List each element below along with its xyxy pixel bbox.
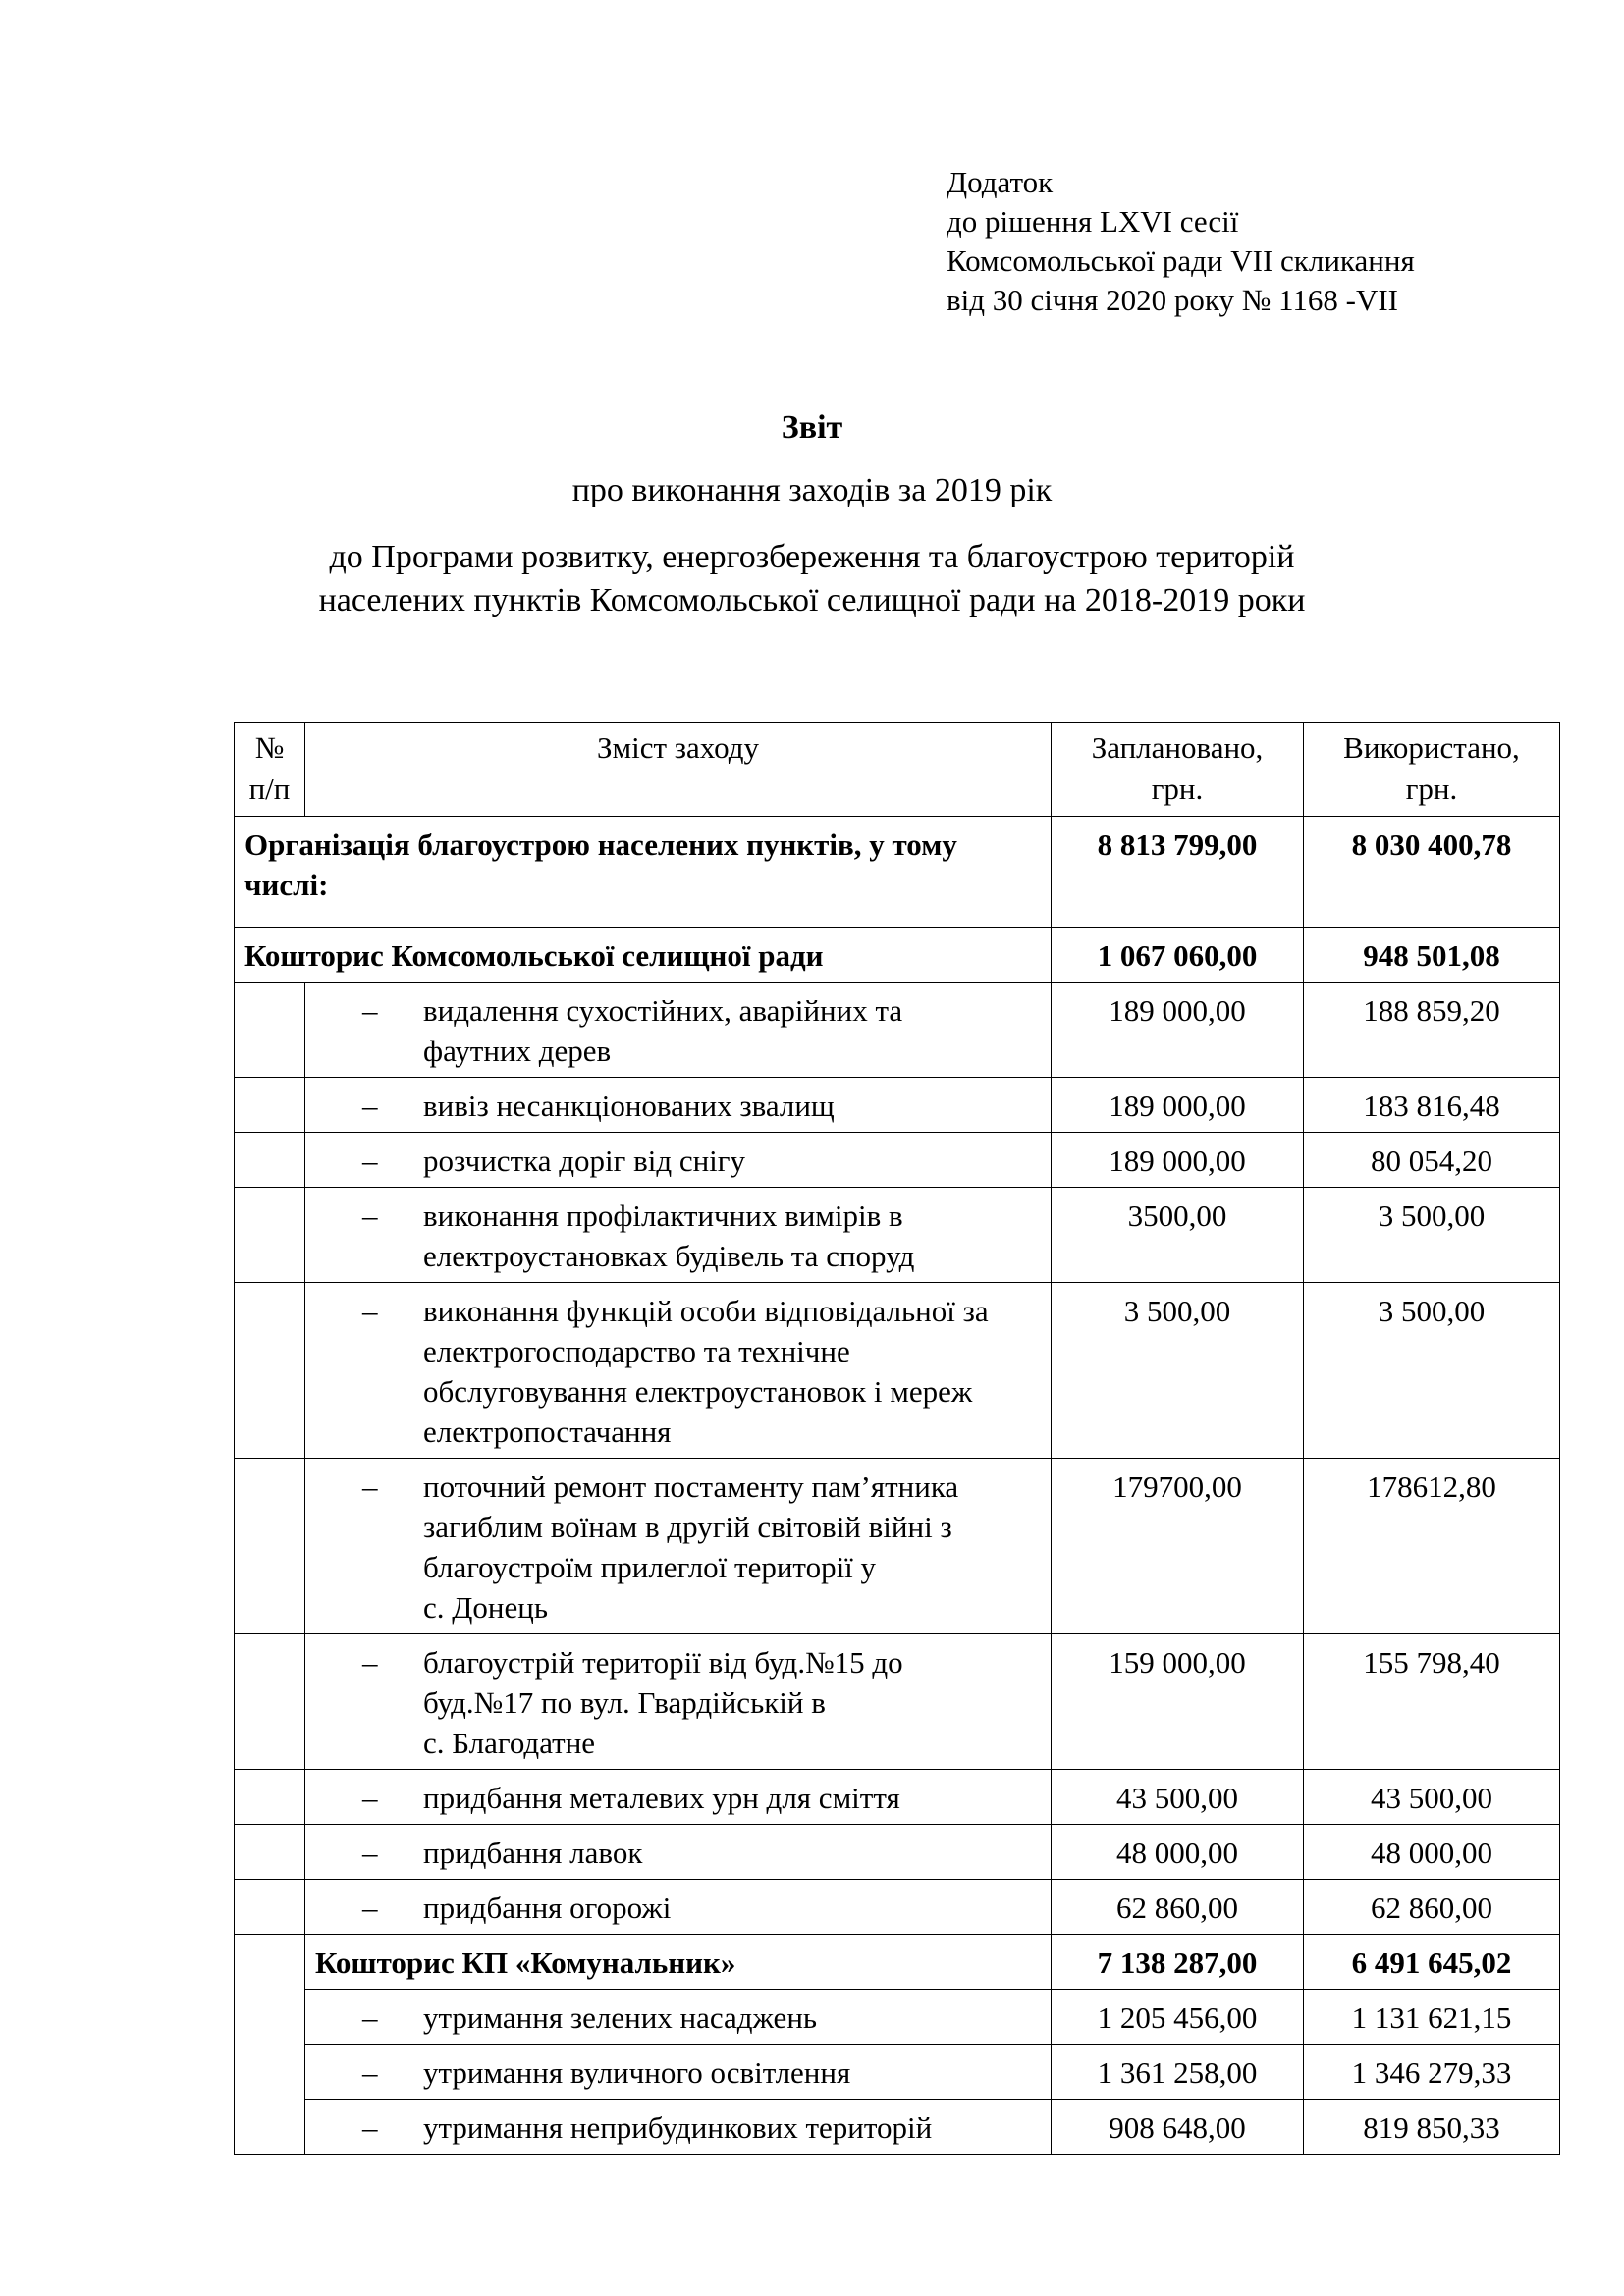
used-cell: 1 346 279,33 bbox=[1304, 2045, 1560, 2100]
table-row bbox=[235, 1825, 1560, 1880]
header-used-line: грн. bbox=[1405, 772, 1458, 806]
num-cell bbox=[235, 983, 305, 1078]
program-title-line: населених пунктів Комсомольської селищної ради на 2018-2019 роки bbox=[318, 582, 1306, 618]
num-cell bbox=[235, 1283, 305, 1459]
annex-line: Додаток bbox=[947, 165, 1054, 199]
used-cell: 155 798,40 bbox=[1304, 1634, 1560, 1770]
item-content bbox=[305, 1990, 1052, 2045]
table-row bbox=[235, 1188, 1560, 1283]
header-used-line: Використано, bbox=[1343, 730, 1520, 765]
planned-cell: 3 500,00 bbox=[1052, 1283, 1304, 1459]
item-content bbox=[305, 1770, 1052, 1825]
report-table bbox=[234, 722, 1560, 2155]
document-title bbox=[0, 404, 1624, 622]
table-row bbox=[235, 2045, 1560, 2100]
item-content bbox=[305, 1634, 1052, 1770]
council-label: Кошторис Комсомольської селищної ради bbox=[235, 928, 1052, 983]
used-cell: 3 500,00 bbox=[1304, 1283, 1560, 1459]
item-content bbox=[305, 2100, 1052, 2155]
dash-bullet: – bbox=[362, 1144, 378, 1178]
num-cell bbox=[235, 1078, 305, 1133]
program-title-line: до Програми розвитку, енергозбереження та благоустрою територій bbox=[329, 539, 1295, 575]
total-used: 8 030 400,78 bbox=[1304, 817, 1560, 928]
header-used bbox=[1304, 723, 1560, 817]
planned-cell: 179700,00 bbox=[1052, 1459, 1304, 1634]
report-heading: Звіт bbox=[781, 409, 843, 446]
dash-bullet: – bbox=[362, 2110, 378, 2145]
item-text-line: виконання функцій особи відповідальної за bbox=[423, 1294, 989, 1328]
num-cell bbox=[235, 1880, 305, 1935]
table-row bbox=[235, 1283, 1560, 1459]
used-cell: 188 859,20 bbox=[1304, 983, 1560, 1078]
dash-bullet: – bbox=[362, 1891, 378, 1925]
item-text-line: благоустрій території від буд.№15 до bbox=[423, 1645, 903, 1680]
kp-row bbox=[235, 1935, 1560, 1990]
planned-cell: 908 648,00 bbox=[1052, 2100, 1304, 2155]
planned-cell: 189 000,00 bbox=[1052, 1078, 1304, 1133]
used-cell: 43 500,00 bbox=[1304, 1770, 1560, 1825]
item-text-line: придбання огорожі bbox=[423, 1891, 672, 1925]
num-cell bbox=[235, 1825, 305, 1880]
dash-bullet: – bbox=[362, 2056, 378, 2090]
item-text-line: благоустроїм прилеглої території у bbox=[423, 1550, 877, 1584]
header-num-line: № bbox=[254, 730, 285, 765]
total-label bbox=[235, 817, 1052, 928]
item-content bbox=[305, 1188, 1052, 1283]
table-header-row bbox=[235, 723, 1560, 817]
dash-bullet: – bbox=[362, 993, 378, 1028]
item-text-line: видалення сухостійних, аварійних та bbox=[423, 993, 903, 1028]
item-text-line: придбання лавок bbox=[423, 1836, 643, 1870]
table-row bbox=[235, 1459, 1560, 1634]
dash-bullet: – bbox=[362, 2001, 378, 2035]
total-planned: 8 813 799,00 bbox=[1052, 817, 1304, 928]
item-content bbox=[305, 1078, 1052, 1133]
table-row bbox=[235, 1880, 1560, 1935]
item-content bbox=[305, 983, 1052, 1078]
used-cell: 80 054,20 bbox=[1304, 1133, 1560, 1188]
table-row bbox=[235, 1078, 1560, 1133]
council-used: 948 501,08 bbox=[1304, 928, 1560, 983]
used-cell: 178612,80 bbox=[1304, 1459, 1560, 1634]
num-cell bbox=[235, 1634, 305, 1770]
planned-cell: 3500,00 bbox=[1052, 1188, 1304, 1283]
item-text-line: обслуговування електроустановок і мереж bbox=[423, 1374, 973, 1409]
total-label-line: числі: bbox=[244, 868, 329, 902]
annex-block bbox=[947, 163, 1415, 320]
num-cell bbox=[235, 1459, 305, 1634]
total-label-line: Організація благоустрою населених пунктів, у тому bbox=[244, 828, 957, 862]
dash-bullet: – bbox=[362, 1836, 378, 1870]
program-title bbox=[0, 536, 1624, 622]
used-cell: 1 131 621,15 bbox=[1304, 1990, 1560, 2045]
planned-cell: 62 860,00 bbox=[1052, 1880, 1304, 1935]
planned-cell: 1 361 258,00 bbox=[1052, 2045, 1304, 2100]
item-text-line: виконання профілактичних вимірів в bbox=[423, 1199, 903, 1233]
used-cell: 183 816,48 bbox=[1304, 1078, 1560, 1133]
dash-bullet: – bbox=[362, 1199, 378, 1233]
item-text-line: розчистка доріг від снігу bbox=[423, 1144, 746, 1178]
header-planned bbox=[1052, 723, 1304, 817]
table-row bbox=[235, 1133, 1560, 1188]
table-row bbox=[235, 1770, 1560, 1825]
used-cell: 3 500,00 bbox=[1304, 1188, 1560, 1283]
item-text-line: загиблим воїнам в другій світовій війні з bbox=[423, 1510, 952, 1544]
item-text-line: с. Донець bbox=[423, 1590, 548, 1625]
item-text-line: с. Благодатне bbox=[423, 1726, 596, 1760]
item-content bbox=[305, 1825, 1052, 1880]
item-text-line: електрогосподарство та технічне bbox=[423, 1334, 850, 1368]
table-row bbox=[235, 1990, 1560, 2045]
item-text-line: утримання вуличного освітлення bbox=[423, 2056, 851, 2090]
dash-bullet: – bbox=[362, 1294, 378, 1328]
kp-used: 6 491 645,02 bbox=[1304, 1935, 1560, 1990]
header-planned-line: Заплановано, bbox=[1091, 730, 1264, 765]
planned-cell: 43 500,00 bbox=[1052, 1770, 1304, 1825]
planned-cell: 48 000,00 bbox=[1052, 1825, 1304, 1880]
planned-cell: 159 000,00 bbox=[1052, 1634, 1304, 1770]
item-text-line: електропостачання bbox=[423, 1415, 672, 1449]
table-row bbox=[235, 983, 1560, 1078]
num-cell bbox=[235, 1188, 305, 1283]
annex-line: від 30 січня 2020 року № 1168 -VII bbox=[947, 283, 1398, 317]
header-num-line: п/п bbox=[248, 772, 291, 806]
item-content bbox=[305, 1283, 1052, 1459]
annex-line: до рішення LXVI сесії bbox=[947, 204, 1239, 239]
table-row bbox=[235, 1634, 1560, 1770]
dash-bullet: – bbox=[362, 1781, 378, 1815]
used-cell: 819 850,33 bbox=[1304, 2100, 1560, 2155]
item-text-line: придбання металевих урн для сміття bbox=[423, 1781, 900, 1815]
kp-label: Кошторис КП «Комунальник» bbox=[305, 1935, 1052, 1990]
annex-line: Комсомольської ради VII скликання bbox=[947, 243, 1415, 278]
item-content bbox=[305, 1133, 1052, 1188]
item-text-line: фаутних дерев bbox=[423, 1034, 612, 1068]
num-cell bbox=[235, 1935, 305, 2155]
total-row bbox=[235, 817, 1560, 928]
header-num bbox=[235, 723, 305, 817]
item-content bbox=[305, 2045, 1052, 2100]
planned-cell: 1 205 456,00 bbox=[1052, 1990, 1304, 2045]
kp-planned: 7 138 287,00 bbox=[1052, 1935, 1304, 1990]
council-planned: 1 067 060,00 bbox=[1052, 928, 1304, 983]
item-text-line: вивіз несанкціонованих звалищ bbox=[423, 1089, 835, 1123]
item-text-line: електроустановках будівель та споруд bbox=[423, 1239, 915, 1273]
item-text-line: буд.№17 по вул. Гвардійській в bbox=[423, 1685, 826, 1720]
dash-bullet: – bbox=[362, 1469, 378, 1504]
table-row bbox=[235, 2100, 1560, 2155]
report-subtitle: про виконання заходів за 2019 рік bbox=[571, 472, 1053, 508]
item-content bbox=[305, 1459, 1052, 1634]
item-text-line: утримання зелених насаджень bbox=[423, 2001, 818, 2035]
item-content bbox=[305, 1880, 1052, 1935]
dash-bullet: – bbox=[362, 1645, 378, 1680]
dash-bullet: – bbox=[362, 1089, 378, 1123]
council-row bbox=[235, 928, 1560, 983]
item-text-line: утримання неприбудинкових територій bbox=[423, 2110, 933, 2145]
planned-cell: 189 000,00 bbox=[1052, 1133, 1304, 1188]
header-planned-line: грн. bbox=[1151, 772, 1204, 806]
used-cell: 48 000,00 bbox=[1304, 1825, 1560, 1880]
item-text-line: поточний ремонт постаменту пам’ятника bbox=[423, 1469, 959, 1504]
num-cell bbox=[235, 1133, 305, 1188]
used-cell: 62 860,00 bbox=[1304, 1880, 1560, 1935]
num-cell bbox=[235, 1770, 305, 1825]
header-content: Зміст заходу bbox=[305, 723, 1052, 817]
planned-cell: 189 000,00 bbox=[1052, 983, 1304, 1078]
